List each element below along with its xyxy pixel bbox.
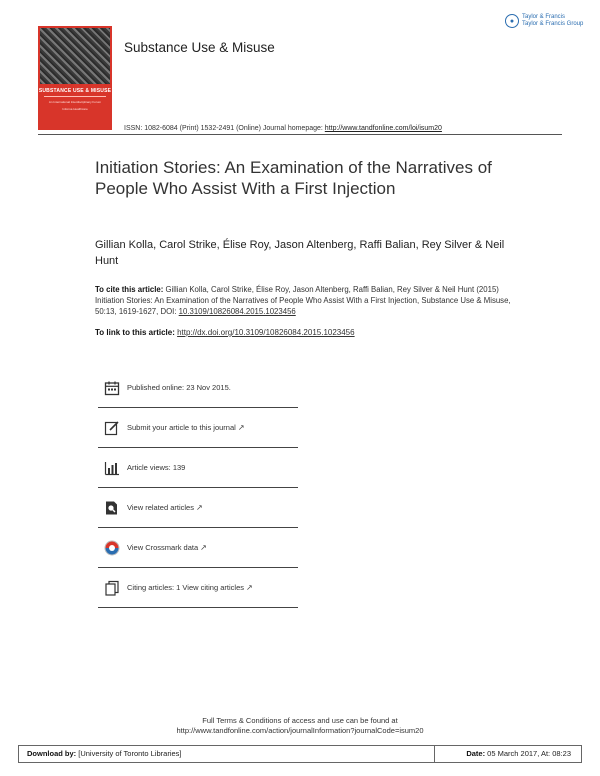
- publisher-logo-icon: ●: [505, 14, 519, 28]
- citing-articles-link[interactable]: Citing articles: 1 View citing articles: [127, 583, 244, 592]
- article-views-row: [98, 448, 298, 488]
- external-link-icon: ↗: [246, 583, 253, 592]
- journal-cover: [38, 26, 112, 130]
- article-link: [95, 328, 355, 337]
- journal-name: Substance Use & Misuse: [124, 40, 275, 55]
- issn-line: ISSN: 1082-6084 (Print) 1532-2491 (Online) Journal homepage: http://www.tandfonline.com/loi/isum20: [124, 125, 442, 132]
- terms-text: Full Terms & Conditions of access and use can be found at: [202, 716, 398, 725]
- crossmark-row[interactable]: [98, 528, 298, 568]
- cover-imprint: Informa Healthcare: [62, 107, 88, 111]
- article-views: Article views: 139: [127, 463, 186, 472]
- cover-divider: [44, 96, 106, 97]
- calendar-icon: [103, 379, 121, 397]
- article-meta-list: [98, 368, 298, 608]
- cover-title: SUBSTANCE USE & MISUSE: [38, 88, 112, 94]
- article-authors: Gillian Kolla, Carol Strike, Élise Roy, Jason Altenberg, Raffi Balian, Rey Silver & Neil Hunt: [95, 239, 505, 267]
- external-link-icon: ↗: [200, 543, 207, 552]
- citation: [95, 284, 515, 318]
- citation-text: Gillian Kolla, Carol Strike, Élise Roy, Jason Altenberg, Raffi Balian, Rey Silver & Neil Hunt (2015) Initiation Stories: An Examination of the Narratives of People Who Assist With a First Injection, Substance Use & Misuse, 50:13, 1619-1627, DOI:: [95, 285, 511, 317]
- download-by: Download by: [University of Toronto Libraries]: [27, 749, 182, 758]
- terms-link[interactable]: http://www.tandfonline.com/action/journalInformation?journalCode=isum20: [176, 725, 424, 735]
- journal-homepage-link[interactable]: http://www.tandfonline.com/loi/isum20: [324, 125, 442, 132]
- document-search-icon: [103, 499, 121, 517]
- citation-label: To cite this article:: [95, 285, 166, 294]
- documents-icon: [103, 579, 121, 597]
- crossmark-link[interactable]: View Crossmark data: [127, 543, 199, 552]
- published-date: Published online: 23 Nov 2015.: [127, 383, 231, 392]
- article-doi-url[interactable]: http://dx.doi.org/10.3109/10826084.2015.1023456: [177, 328, 355, 337]
- bar-divider: [434, 746, 435, 762]
- citation-doi-link[interactable]: 10.3109/10826084.2015.1023456: [178, 307, 296, 317]
- download-date: Date: 05 March 2017, At: 08:23: [466, 749, 571, 758]
- download-info-bar: [18, 745, 582, 763]
- article-link-label: To link to this article:: [95, 328, 178, 337]
- publisher-logo-text: Taylor & Francis Taylor & Francis Group: [522, 14, 584, 27]
- external-link-icon: ↗: [237, 423, 245, 432]
- edit-icon: [103, 419, 121, 437]
- external-link-icon: ↗: [195, 503, 203, 512]
- related-articles-link[interactable]: View related articles: [127, 503, 194, 512]
- cover-photo: [40, 28, 110, 84]
- cover-subtitle: An International Interdisciplinary Forum: [48, 100, 102, 104]
- terms-notice: [0, 716, 600, 735]
- related-articles-row[interactable]: [98, 488, 298, 528]
- bar-chart-icon: [103, 459, 121, 477]
- submit-article-row[interactable]: [98, 408, 298, 448]
- header-rule: [38, 134, 562, 135]
- publisher-logo: [505, 14, 583, 28]
- crossmark-icon: [103, 539, 121, 557]
- citing-articles-row[interactable]: [98, 568, 298, 608]
- submit-article-link[interactable]: Submit your article to this journal: [127, 423, 236, 432]
- published-row: [98, 368, 298, 408]
- article-title: Initiation Stories: An Examination of the Narratives of People Who Assist With a First Injection: [95, 158, 492, 198]
